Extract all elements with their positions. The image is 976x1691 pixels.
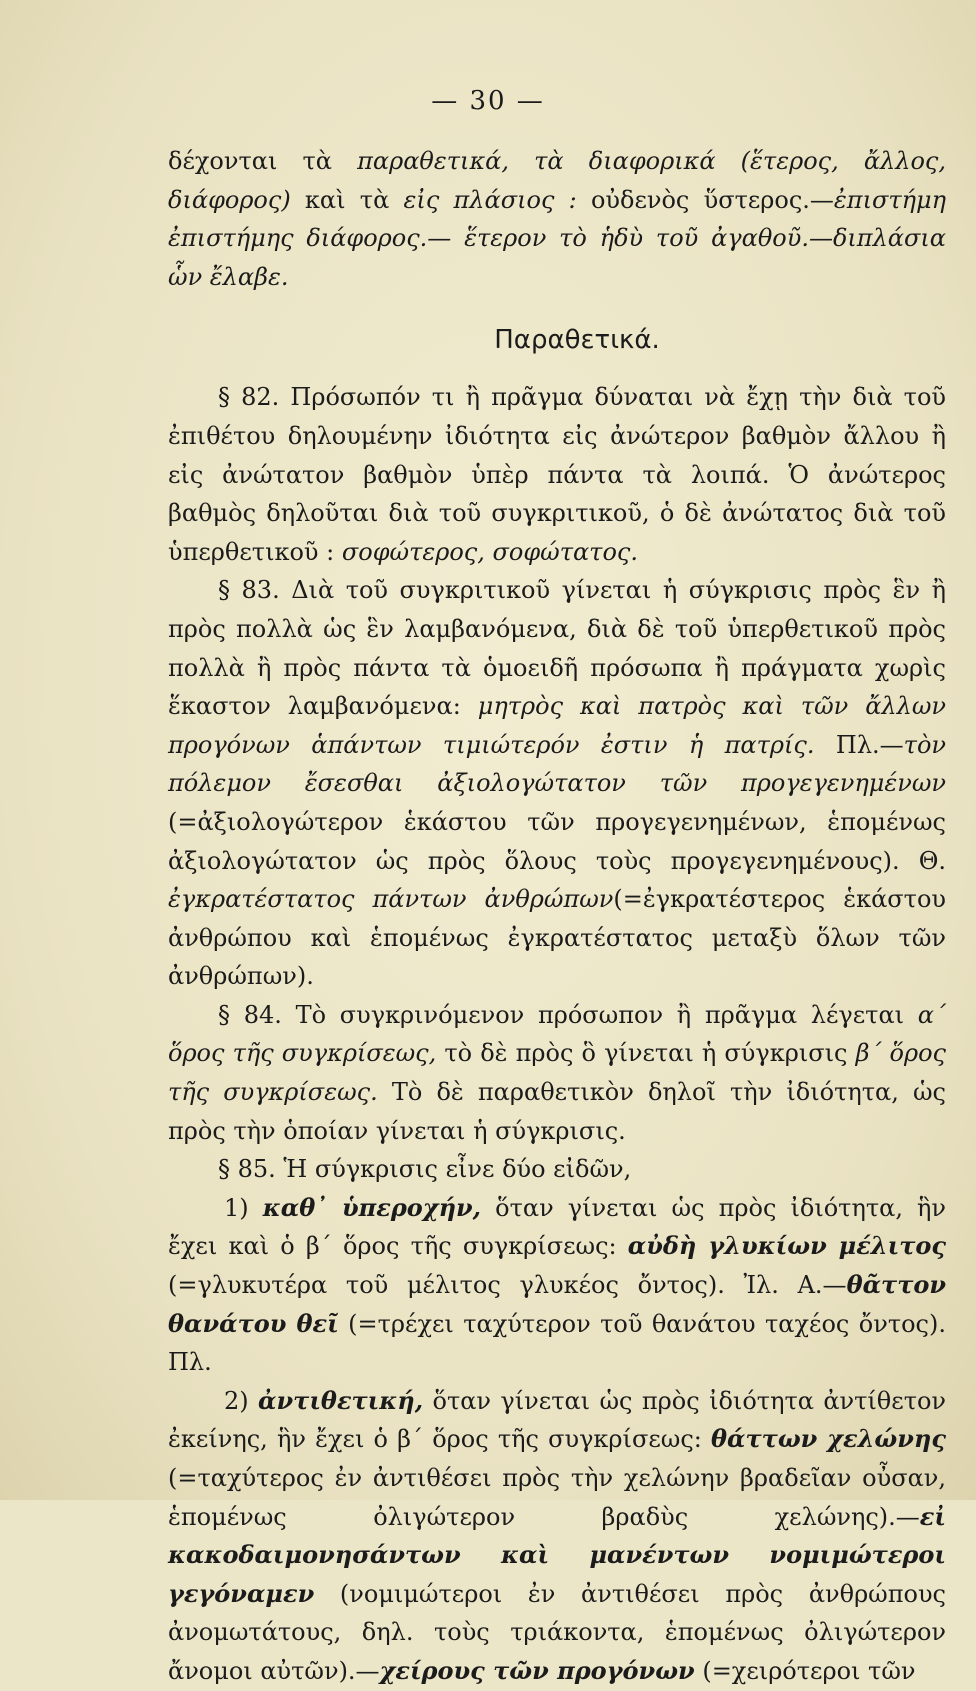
paragraph-84: § 84. Τὸ συγκρινόμενον πρόσωπον ἢ πρᾶγμα λέγεται α΄ ὅρος τῆς συγκρίσεως, τὸ δὲ πρὸς ὃ γίνεται ἡ σύγκρισις β΄ ὅρος τῆς συγκρίσεως. Τὸ δὲ παραθετικὸν δηλοῖ τὴν ἰδιότητα, ὡς πρὸς τὴν ὁποίαν γίνεται ἡ σύγκρισις. bbox=[168, 1000, 946, 1145]
page-number: — 30 — bbox=[431, 86, 545, 116]
paragraph-83: § 83. Διὰ τοῦ συγκριτικοῦ γίνεται ἡ σύγκρισις πρὸς ἓν ἢ πρὸς πολλὰ ὡς ἓν λαμβανόμενα, διὰ δὲ τοῦ ὑπερθετικοῦ πρὸς πολλὰ ἢ πρὸς πάντα τὰ ὁμοειδῆ πρόσωπα ἢ πράγματα χωρὶς ἕκαστον λαμβανόμενα: μητρὸς καὶ πατρὸς καὶ τῶν ἄλλων προγόνων ἁπάντων τιμιώτερόν ἐστιν ἡ πατρίς. Πλ.—τὸν πόλεμον ἔσεσθαι ἀξιολογώτατον τῶν προγεγενημένων (=ἀξιολογώτερον ἑκάστου τῶν προγεγενημένων, ἑπομένως ἀξιολογώτατον ὡς πρὸς ὅλους τοὺς προγεγενημένους). Θ. ἐγκρατέστατος πάντων ἀνθρώπων(=ἐγκρατέστερος ἑκάστου ἀνθρώπου καὶ ἑπομένως ἐγκρατέστατος μεταξὺ ὅλων τῶν ἀνθρώπων). bbox=[168, 576, 947, 991]
paragraph-85: § 85. Ἡ σύγκρισις εἶνε δύο εἰδῶν, bbox=[218, 1155, 632, 1184]
section-heading: Παραθετικά. bbox=[494, 325, 660, 356]
page-body bbox=[168, 142, 946, 1691]
intro-paragraph: δέχονται τὰ παραθετικά, τὰ διαφορικά (ἕτερος, ἄλλος, διάφορος) καὶ τὰ εἰς πλάσιος : οὐδενὸς ὕστερος.—ἐπιστήμη ἐπιστήμης διάφορος.— ἕτερον τὸ ἡδὺ τοῦ ἀγαθοῦ.—διπλάσια ὧν ἔλαβε. bbox=[168, 147, 946, 291]
list-item-1: 1) καθ᾽ ὑπεροχήν, ὅταν γίνεται ὡς πρὸς ἰδιότητα, ἣν ἔχει καὶ ὁ β΄ ὅρος τῆς συγκρίσεως: αὐδὴ γλυκίων μέλιτος (=γλυκυτέρα τοῦ μέλιτος γλυκέος ὄντος). Ἰλ. Α.—θᾶττον θανάτου θεῖ (=τρέχει ταχύτερον τοῦ θανάτου ταχέος ὄντος). Πλ. bbox=[168, 1192, 947, 1377]
list-item-2: 2) ἀντιθετική, ὅταν γίνεται ὡς πρὸς ἰδιότητα ἀντίθετον ἐκείνης, ἣν ἔχει ὁ β΄ ὅρος τῆς συγκρίσεως: θάττων χελώνης (=ταχύτερος ἐν ἀντιθέσει πρὸς τὴν χελώνην βραδεῖαν οὖσαν, ἑπομένως ὀλιγώτερον βραδὺς χελώνης).—εἰ κακοδαιμονησάντων καὶ μανέντων νομιμώτεροι γεγόναμεν (νομιμώτεροι ἐν ἀντιθέσει πρὸς ἀνθρώπους ἀνομωτάτους, δηλ. τοὺς τριάκοντα, ἑπομένως ὀλιγώτερον ἄνομοι αὐτῶν).—χείρους τῶν προγόνων (=χειρότεροι τῶν bbox=[168, 1385, 947, 1685]
paragraph-82: § 82. Πρόσωπόν τι ἢ πρᾶγμα δύναται νὰ ἔχῃ τὴν διὰ τοῦ ἐπιθέτου δηλουμένην ἰδιότητα εἰς ἀνώτερον βαθμὸν ἄλλου ἢ εἰς ἀνώτατον βαθμὸν ὑπὲρ πάντα τὰ λοιπά. Ὁ ἀνώτερος βαθμὸς δηλοῦται διὰ τοῦ συγκριτικοῦ, ὁ δὲ ἀνώτατος διὰ τοῦ ὑπερθετικοῦ : σοφώτερος, σοφώτατος. bbox=[168, 383, 946, 566]
